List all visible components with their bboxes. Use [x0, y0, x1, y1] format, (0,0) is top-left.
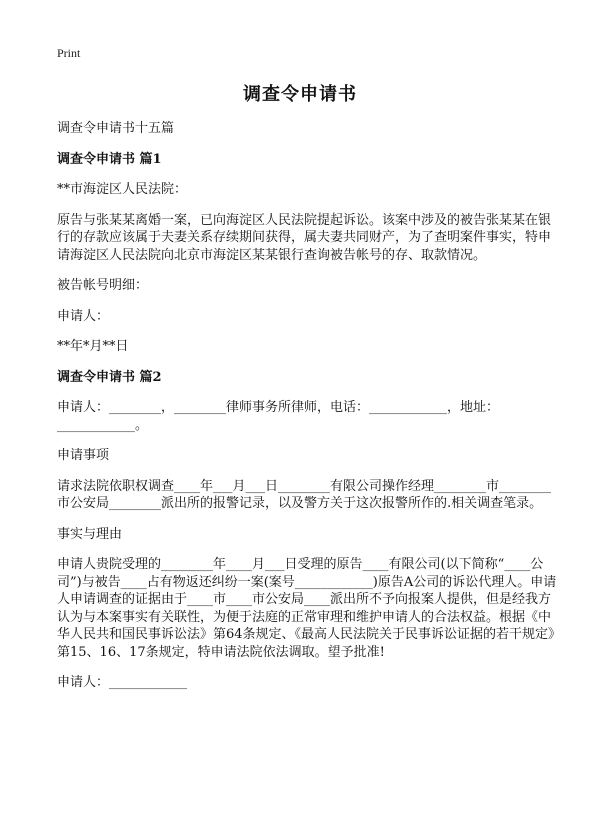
section-2-signature: 申请人：____________ — [57, 675, 188, 690]
section-2-applicant-line: 申请人：________，________律师事务所律师，电话：____________，地址：____________。 — [57, 400, 500, 433]
section-2-matters-heading: 申请事项 — [57, 448, 110, 463]
document-subtitle: 调查令申请书十五篇 — [57, 121, 175, 136]
section-1-applicant-label: 申请人： — [57, 308, 110, 324]
page-title: 调查令申请书 — [243, 84, 357, 105]
section-1-body: 原告与张某某离婚一案，已向海淀区人民法院提起诉讼。该案中涉及的被告张某某在银行的存款应该属于夫妻关系存续期间获得，属夫妻共同财产，为了查明案件事实，特申请海淀区人民法院向北京市海淀区某某银行查询被告帐号的存、取款情况。 — [57, 212, 552, 263]
section-1-date: **年*月**日 — [57, 339, 129, 354]
section-2-facts-body: 申请人贵院受理的________年____月___日受理的原告____有限公司(以下简称“____公司”)与被告____占有物返还纠纷一案(案号____________)原告A公司的诉讼代理人。申请人申请调查的证据由于____市____市公安局____派出所不予向报案人提供，但是经我方认为与本案事实有关联性，为便于法庭的正常审理和维护申请人的合法权益。根据《中华人民共和国民事诉讼法》第64条规定、《最高人民法院关于民事诉讼证据的若干规定》第15、16、17条规定，特申请法院依法调取。望予批准! — [57, 557, 557, 660]
section-2-heading: 调查令申请书 篇2 — [57, 369, 162, 385]
print-link[interactable]: Print — [57, 46, 81, 60]
document-body — [57, 120, 557, 705]
section-2-facts-heading: 事实与理由 — [57, 526, 123, 542]
section-2-matters-body: 请求法院依职权调查____年___月___日________有限公司操作经理________市________市公安局________派出所的报警记录，以及警方关于这次报警所作的.相关调查笔录。 — [57, 478, 552, 511]
section-1-account-label: 被告帐号明细： — [57, 278, 149, 293]
section-1-heading: 调查令申请书 篇1 — [57, 151, 162, 167]
section-1-addressee: **市海淀区人民法院： — [57, 182, 188, 197]
